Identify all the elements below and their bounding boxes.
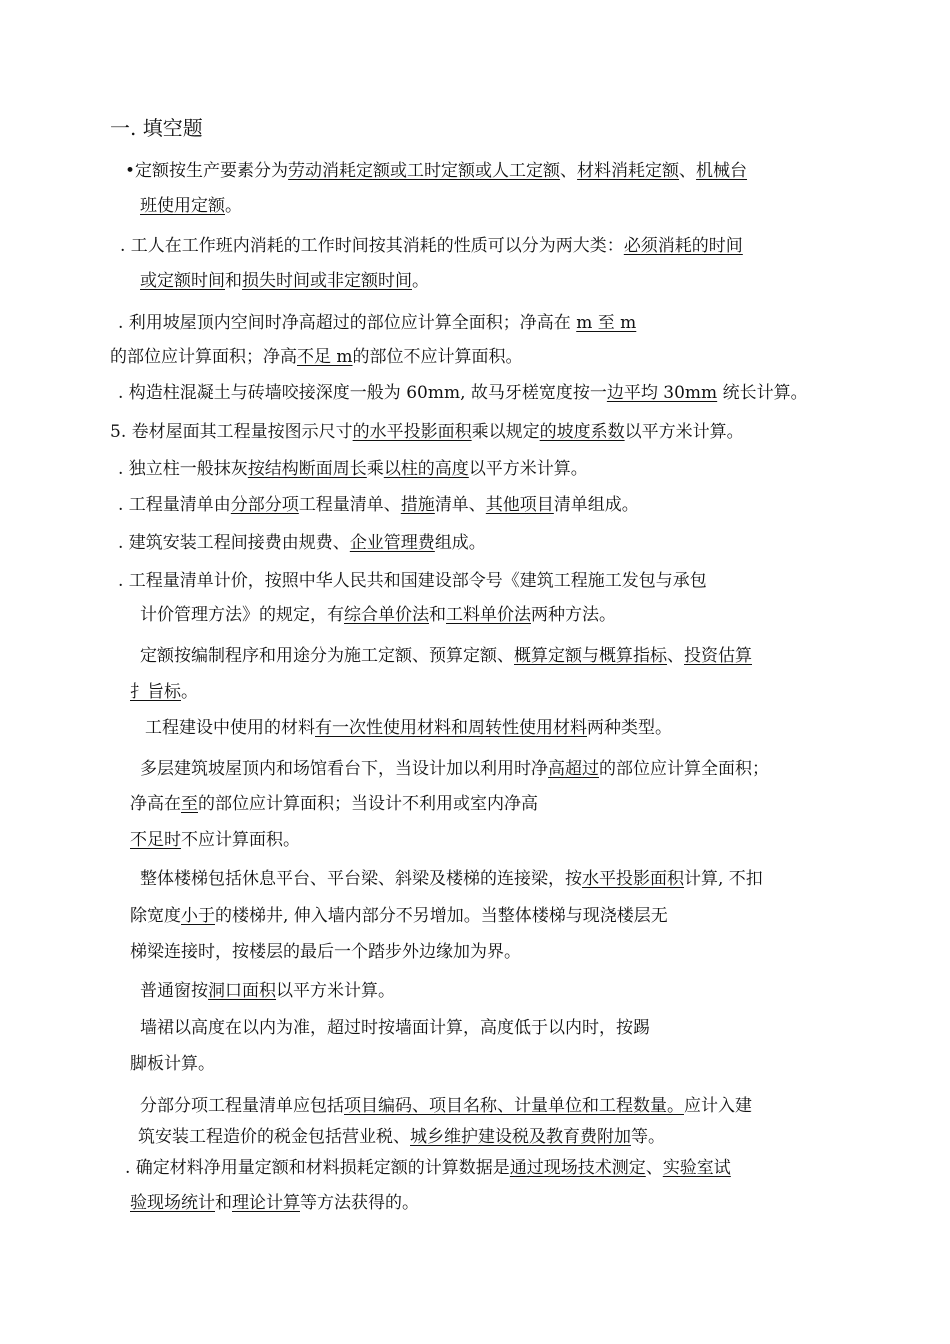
answer-underlined: 机械台 (696, 161, 748, 181)
answer-underlined: 或定额时间 (140, 271, 225, 291)
text-run: 定额按编制程序和用途分为施工定额、预算定额、 (140, 646, 514, 666)
text-run: 分部分项工程量清单应包括 (140, 1096, 344, 1116)
text-run: 和 (429, 605, 446, 625)
text-run: 的楼梯井, 伸入墙内部分不另增加。当整体楼梯与现浇楼层无 (215, 906, 668, 926)
text-line (130, 681, 198, 703)
text-run: 组成。 (434, 533, 486, 553)
text-line (118, 312, 636, 334)
answer-underlined: 城乡维护建设税及教育费附加 (410, 1127, 631, 1147)
answer-underlined: 投资估算 (684, 646, 752, 666)
answer-underlined: 班使用定额 (140, 196, 225, 216)
text-line (138, 1126, 665, 1148)
text-line (110, 346, 523, 368)
text-run: 普通窗按 (140, 981, 208, 1001)
text-run: 应计入建 (684, 1096, 752, 1116)
text-run: . 工人在工作班内消耗的工作时间按其消耗的性质可以分为两大类： (120, 236, 624, 256)
text-line (118, 382, 808, 404)
text-run: 。 (412, 271, 429, 291)
text-line (130, 1053, 215, 1075)
text-run: 墙裙以高度在以内为准，超过时按墙面计算，高度低于以内时，按踢 (140, 1018, 650, 1038)
text-run: 脚板计算。 (130, 1054, 215, 1074)
answer-underlined: 通过现场技术测定 (509, 1158, 646, 1178)
answer-underlined: 损失时间或非定额时间 (242, 271, 412, 291)
answer-underlined: 劳动消耗定额或工时定额或人工定额 (288, 161, 561, 181)
answer-underlined: 不足 m (297, 347, 353, 367)
text-run: 不应计算面积。 (181, 830, 300, 850)
text-run: 5. 卷材屋面其工程量按图示尺寸 (110, 422, 353, 442)
text-run: 以平方米计算。 (624, 422, 744, 442)
text-line (145, 717, 672, 739)
text-run: . 构造柱混凝土与砖墙咬接深度一般为 60mm, 故马牙槎宽度按一 (118, 383, 607, 403)
answer-underlined: 水平投影面积 (582, 869, 684, 889)
text-run: 梯梁连接时，按楼层的最后一个踏步外边缘加为界。 (130, 942, 521, 962)
text-run: 清单、 (434, 495, 486, 515)
text-run: 乘以规定 (471, 422, 540, 442)
answer-underlined: m 至 m (576, 313, 637, 333)
text-run: 等。 (631, 1127, 665, 1147)
text-line (140, 980, 395, 1002)
text-run: 工程建设中使用的材料 (145, 718, 315, 738)
text-line (118, 570, 707, 592)
text-run: 整体楼梯包括休息平台、平台梁、斜梁及楼梯的连接梁，按 (140, 869, 582, 889)
text-run: 的部位不应计算面积。 (352, 347, 523, 367)
answer-underlined: 工料单价法 (446, 605, 531, 625)
answer-underlined: 必须消耗的时间 (623, 236, 743, 256)
answer-underlined: 以柱的高度 (383, 459, 469, 479)
text-line (140, 1095, 752, 1117)
text-run: 。 (181, 682, 198, 702)
answer-underlined: 实验室试 (662, 1158, 731, 1178)
text-run: 的部位应计算面积；净高 (110, 347, 297, 367)
text-run: 、 (679, 161, 697, 181)
text-run: 计算, 不扣 (684, 869, 763, 889)
text-line (120, 235, 743, 257)
text-line (118, 532, 486, 554)
text-run: 和 (215, 1193, 232, 1213)
section-title: 一. 填空题 (110, 116, 203, 140)
answer-underlined: 理论计算 (232, 1193, 300, 1213)
text-line (118, 494, 639, 516)
answer-underlined: 小于 (181, 906, 215, 926)
text-line (140, 645, 752, 667)
text-run: •定额按生产要素分为 (125, 161, 289, 181)
text-run: 。 (225, 196, 242, 216)
text-line (110, 421, 744, 443)
text-line (130, 941, 521, 963)
text-line (130, 793, 538, 815)
text-run: 计价管理方法》的规定，有 (140, 605, 344, 625)
text-run: 和 (225, 271, 242, 291)
text-run: 清单组成。 (553, 495, 639, 515)
text-run: . 工程量清单由 (118, 495, 231, 515)
text-run: . 确定材料净用量定额和材料损耗定额的计算数据是 (125, 1158, 510, 1178)
answer-underlined: 的水平投影面积 (352, 422, 472, 442)
text-run: 以平方米计算。 (468, 459, 588, 479)
answer-underlined: 洞口面积 (208, 981, 276, 1001)
text-line (140, 195, 242, 217)
answer-underlined: 扌旨标 (130, 682, 181, 702)
text-run: . 独立柱一般抹灰 (118, 459, 248, 479)
text-line (140, 604, 616, 626)
text-line (130, 905, 668, 927)
text-line (140, 758, 769, 780)
text-run: 乘 (366, 459, 384, 479)
text-run: 多层建筑坡屋顶内和场馆看台下，当设计加以利用时净 (140, 759, 548, 779)
answer-underlined: 综合单价法 (344, 605, 429, 625)
answer-underlined: 高超过 (548, 759, 599, 779)
answer-underlined: 的坡度系数 (539, 422, 625, 442)
text-run: . 工程量清单计价，按照中华人民共和国建设部令号《建筑工程施工发包与承包 (118, 571, 707, 591)
text-line (125, 160, 747, 182)
text-run: 的部位应计算全面积； (599, 759, 769, 779)
answer-underlined: 至 (181, 794, 198, 814)
answer-underlined: 材料消耗定额 (577, 161, 680, 181)
answer-underlined: 边平均 30mm (606, 383, 718, 403)
answer-underlined: 企业管理费 (349, 533, 435, 553)
answer-underlined: 概算定额与概算指标 (514, 646, 667, 666)
answer-underlined: 按结构断面周长 (247, 459, 367, 479)
text-run: 两种类型。 (587, 718, 672, 738)
text-run: 工程量清单、 (298, 495, 401, 515)
text-run: 、 (645, 1158, 663, 1178)
text-run: 、 (560, 161, 578, 181)
text-run: 的部位应计算面积；当设计不利用或室内净高 (198, 794, 538, 814)
text-run: 以平方米计算。 (276, 981, 395, 1001)
text-line (140, 868, 763, 890)
answer-underlined: 验现场统计 (130, 1193, 215, 1213)
text-run: . 利用坡屋顶内空间时净高超过的部位应计算全面积；净高在 (118, 313, 577, 333)
text-run: 、 (667, 646, 684, 666)
text-line (125, 1157, 731, 1179)
text-run: 筑安装工程造价的税金包括营业税、 (138, 1127, 410, 1147)
text-line (130, 829, 300, 851)
answer-underlined: 有一次性使用材料和周转性使用材料 (315, 718, 587, 738)
text-run: 除宽度 (130, 906, 181, 926)
text-run: 两种方法。 (531, 605, 616, 625)
answer-underlined: 分部分项 (230, 495, 299, 515)
text-run: 净高在 (130, 794, 181, 814)
text-line (130, 1192, 419, 1214)
text-line (118, 458, 588, 480)
text-run: . 建筑安装工程间接费由规费、 (118, 533, 350, 553)
text-line (140, 1017, 650, 1039)
answer-underlined: 项目编码、项目名称、计量单位和工程数量。 (344, 1096, 684, 1116)
answer-underlined: 不足时 (130, 830, 181, 850)
answer-underlined: 措施 (400, 495, 435, 515)
text-run: 等方法获得的。 (300, 1193, 419, 1213)
text-line (140, 270, 429, 292)
text-run: 统长计算。 (717, 383, 808, 403)
answer-underlined: 其他项目 (485, 495, 554, 515)
